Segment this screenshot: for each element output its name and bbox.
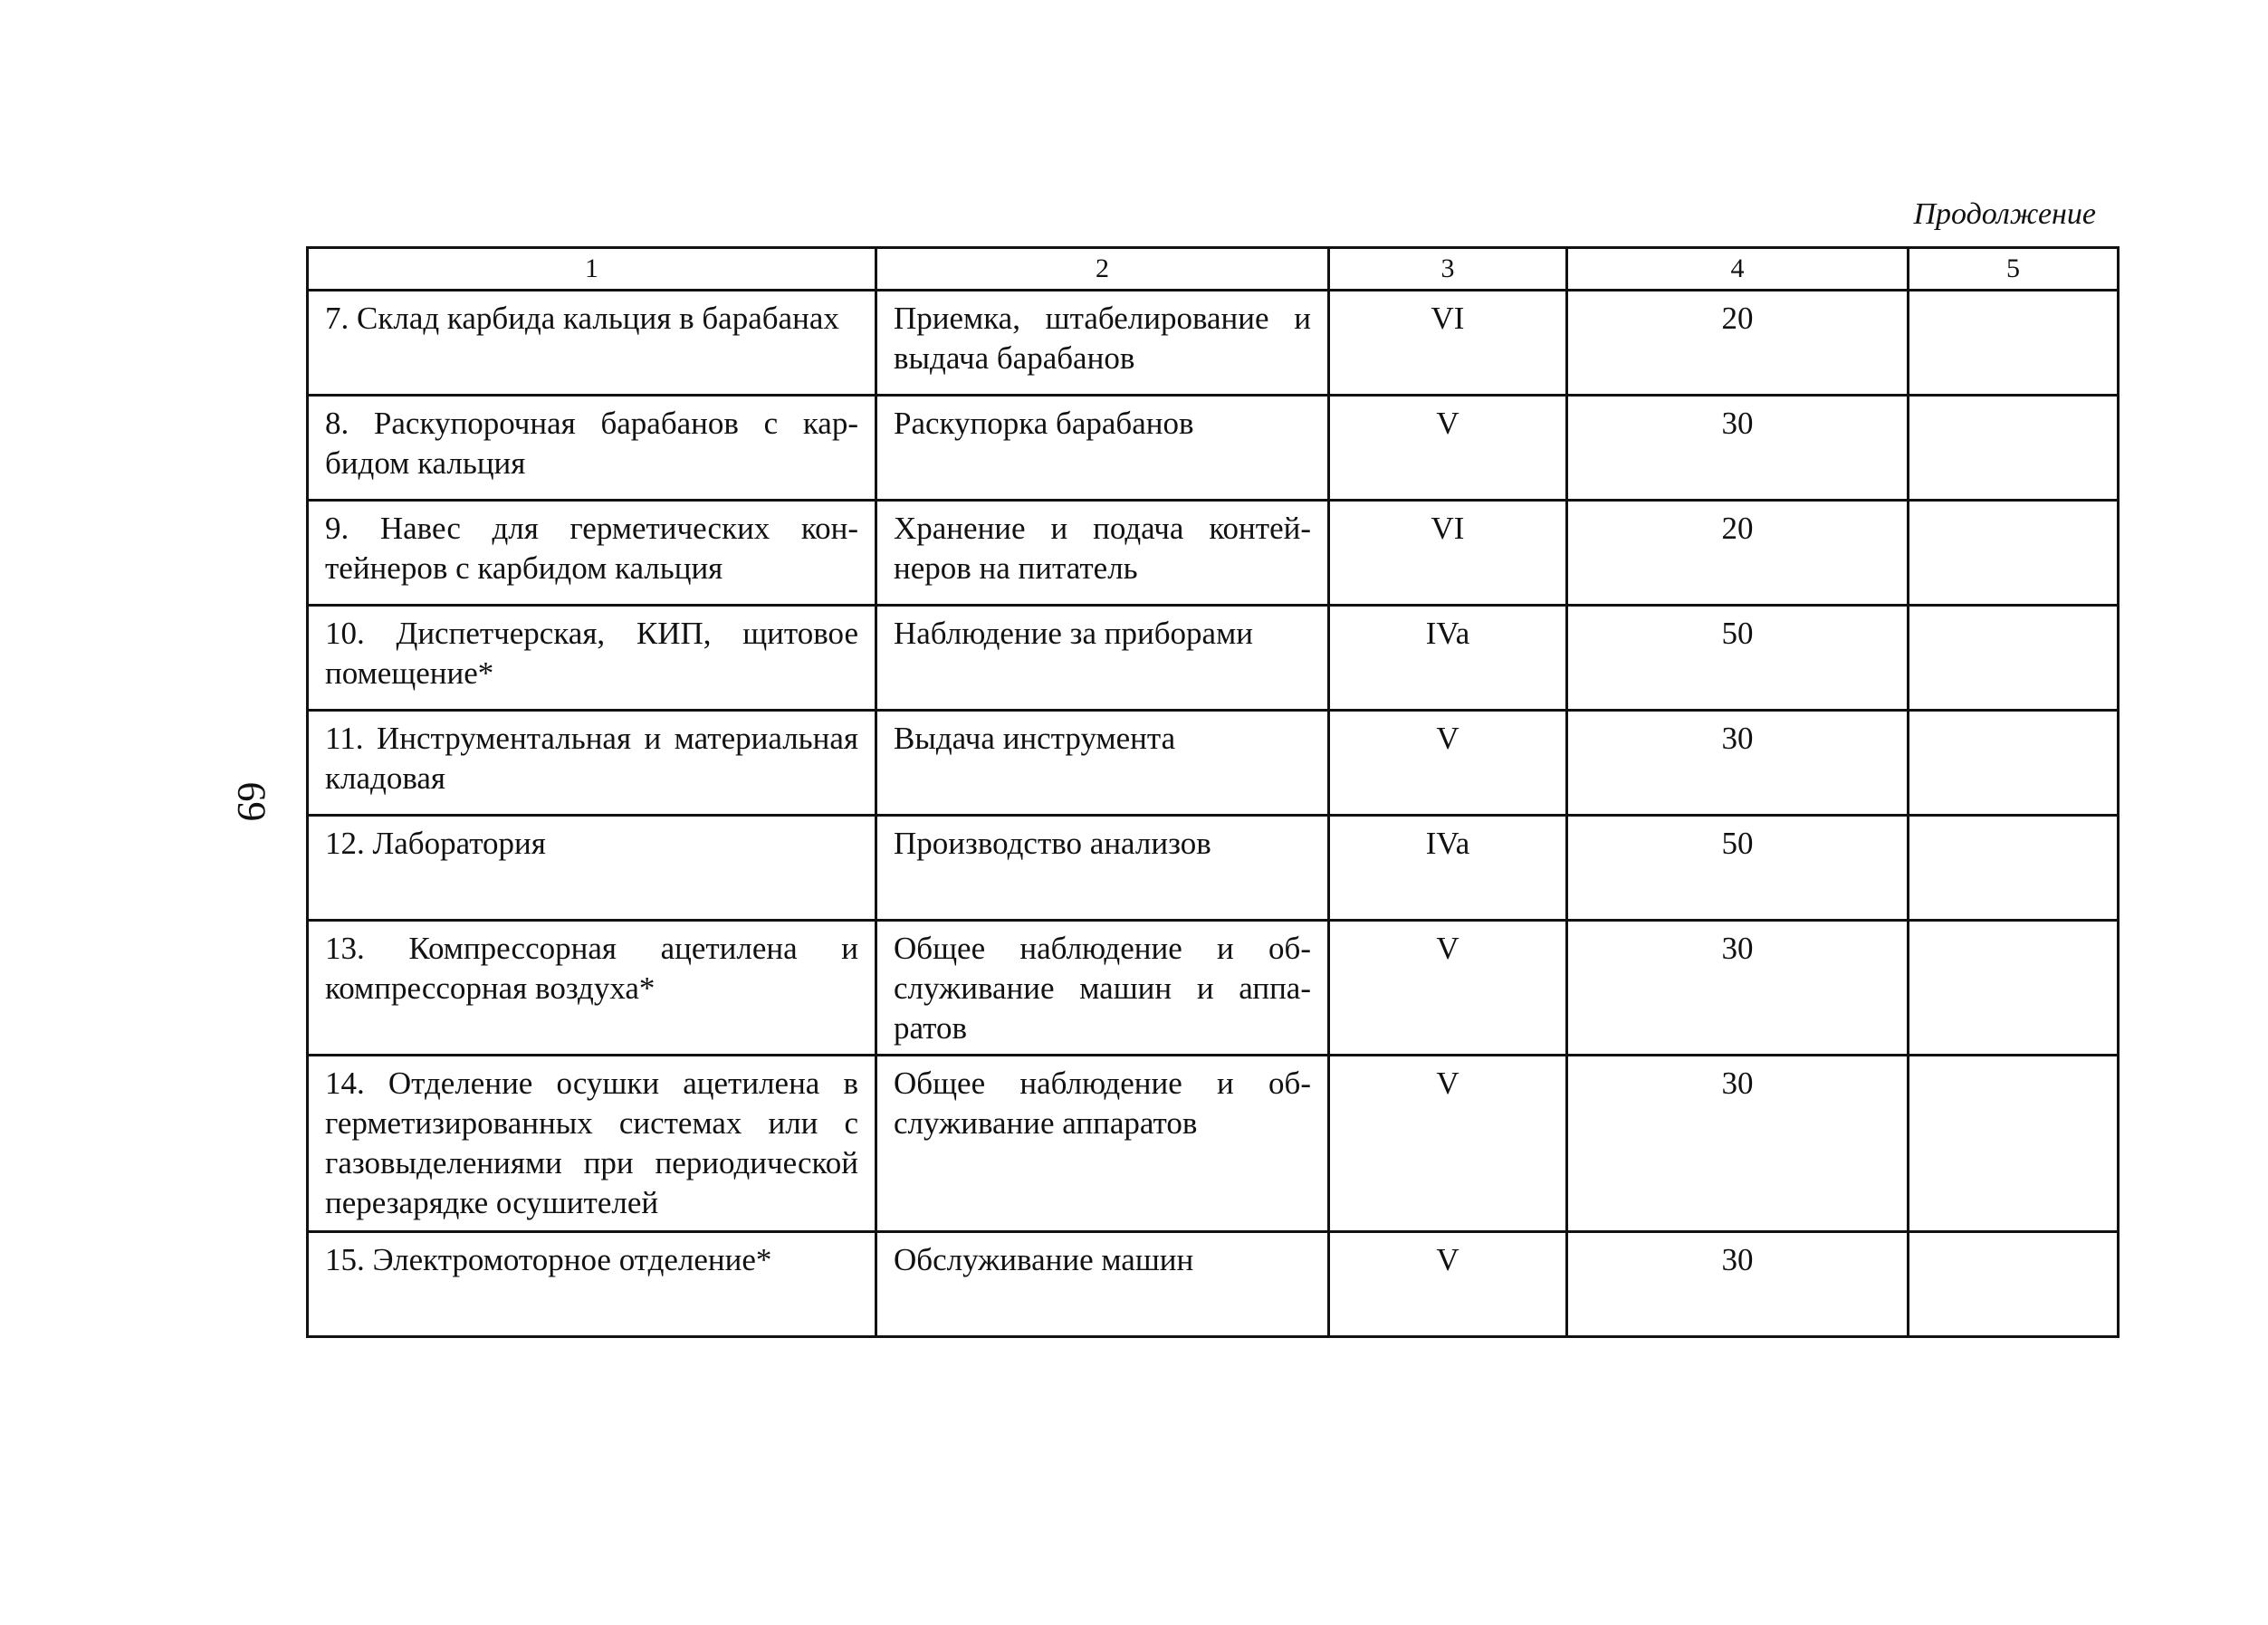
header-cell-3: 3 (1329, 248, 1567, 291)
room-name-cell: 9. Навес для герметических контейнеров с карбидом кальция (308, 501, 876, 606)
value-cell: 30 (1567, 1232, 1909, 1337)
value-cell: 50 (1567, 606, 1909, 711)
category-cell: V (1329, 921, 1567, 1056)
table-row (308, 816, 2119, 921)
table-row (308, 711, 2119, 816)
value-cell: 20 (1567, 501, 1909, 606)
room-name-cell: 8. Раскупорочная барабанов с карбидом кальция (308, 396, 876, 501)
operation-cell: Общее наблюдение и обслуживание машин и аппаратов (876, 921, 1329, 1056)
table-row (308, 1056, 2119, 1232)
room-name-cell: 10. Диспетчерская, КИП, щитовое помещение* (308, 606, 876, 711)
operation-cell: Приемка, штабелирование и выдача барабанов (876, 291, 1329, 396)
table-row (308, 1232, 2119, 1337)
value-cell: 30 (1567, 921, 1909, 1056)
category-cell: V (1329, 1232, 1567, 1337)
operation-cell: Раскупорка барабанов (876, 396, 1329, 501)
category-cell: VI (1329, 291, 1567, 396)
header-cell-2: 2 (876, 248, 1329, 291)
operation-cell: Общее наблюдение и обслуживание аппаратов (876, 1056, 1329, 1232)
room-name-cell: 14. Отделение осушки ацетилена в герметизированных системах или с газовыделениями при периодической перезарядке осушителей (308, 1056, 876, 1232)
continuation-label: Продолжение (1913, 197, 2096, 231)
table-row (308, 396, 2119, 501)
operation-cell: Производство анализов (876, 816, 1329, 921)
col5-cell (1909, 396, 2119, 501)
operation-cell: Наблюдение за приборами (876, 606, 1329, 711)
category-cell: V (1329, 1056, 1567, 1232)
operation-cell: Обслуживание машин (876, 1232, 1329, 1337)
value-cell: 30 (1567, 711, 1909, 816)
category-cell: V (1329, 711, 1567, 816)
value-cell: 50 (1567, 816, 1909, 921)
category-cell: IVa (1329, 816, 1567, 921)
operation-cell: Выдача инструмента (876, 711, 1329, 816)
header-row (308, 248, 2119, 291)
col5-cell (1909, 1056, 2119, 1232)
table-row (308, 291, 2119, 396)
table-row (308, 606, 2119, 711)
col5-cell (1909, 291, 2119, 396)
value-cell: 30 (1567, 396, 1909, 501)
col5-cell (1909, 711, 2119, 816)
col5-cell (1909, 921, 2119, 1056)
col5-cell (1909, 501, 2119, 606)
category-cell: IVa (1329, 606, 1567, 711)
col5-cell (1909, 606, 2119, 711)
table-row (308, 501, 2119, 606)
category-cell: VI (1329, 501, 1567, 606)
norms-table (306, 246, 2120, 1338)
value-cell: 30 (1567, 1056, 1909, 1232)
category-cell: V (1329, 396, 1567, 501)
room-name-cell: 11. Инструментальная и материальная кладовая (308, 711, 876, 816)
header-cell-1: 1 (308, 248, 876, 291)
col5-cell (1909, 1232, 2119, 1337)
room-name-cell: 7. Склад карбида кальция в барабанах (308, 291, 876, 396)
value-cell: 20 (1567, 291, 1909, 396)
operation-cell: Хранение и подача контейнеров на питатель (876, 501, 1329, 606)
room-name-cell: 12. Лаборатория (308, 816, 876, 921)
table-row (308, 921, 2119, 1056)
room-name-cell: 15. Электромоторное отделение* (308, 1232, 876, 1337)
room-name-cell: 13. Компрессорная ацетилена и компрессорная воздуха* (308, 921, 876, 1056)
page-number: 69 (229, 781, 274, 822)
header-cell-4: 4 (1567, 248, 1909, 291)
header-cell-5: 5 (1909, 248, 2119, 291)
col5-cell (1909, 816, 2119, 921)
